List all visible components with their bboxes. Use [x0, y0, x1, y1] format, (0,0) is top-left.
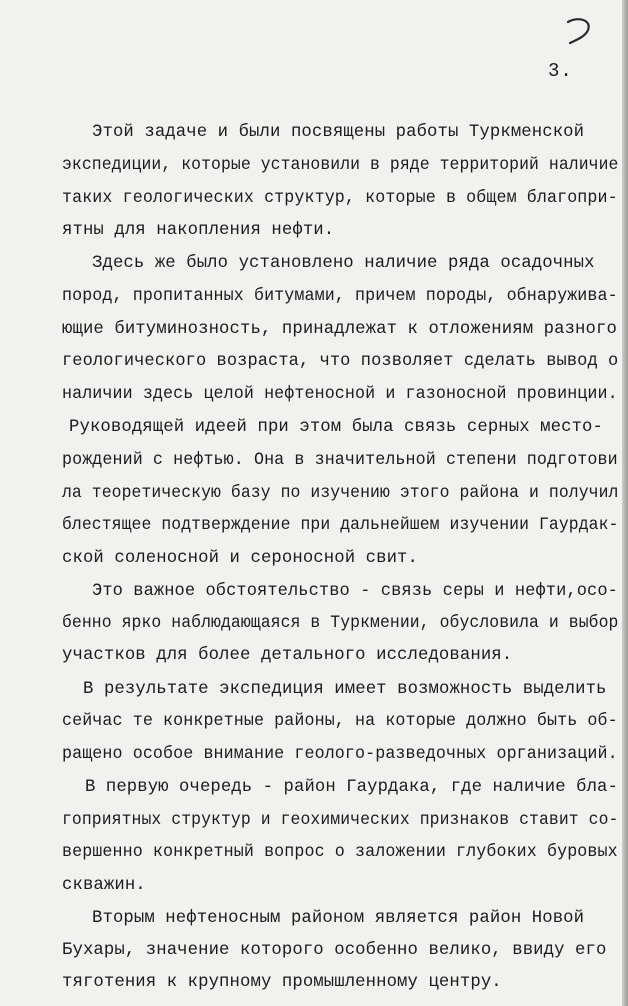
text-line: В первую очередь - район Гаурдака, где наличие бла- [85, 778, 618, 797]
text-line: скважин. [62, 876, 146, 895]
text-line: Здесь же было установлено наличие ряда осадочных [92, 254, 595, 273]
text-line: ющие битуминозность, принадлежат к отложениям разного [62, 320, 617, 339]
page-edge-shadow [622, 0, 628, 1006]
text-line: бенно ярко наблюдающаяся в Туркмении, обусловила и выбор [62, 614, 619, 633]
text-line: рождений с нефтью. Она в значительной степени подготови [62, 451, 618, 470]
text-line: экспедиции, которые установили в ряде территорий наличие [62, 156, 619, 175]
text-line: наличии здесь целой нефтеносной и газоносной провинции. [62, 385, 618, 404]
text-line: Бухары, значение которого особенно велико, ввиду его [62, 941, 607, 960]
text-line: Вторым нефтеносным районом является район Новой [92, 909, 585, 928]
page-number: 3. [548, 60, 573, 82]
text-line: сейчас те конкретные районы, на которые должно быть об- [62, 712, 618, 731]
text-line: участков для более детального исследования. [62, 646, 513, 665]
text-line: ятны для накопления нефти. [62, 221, 335, 240]
text-line: блестящее подтверждение при дальнейшем изучении Гаурдак- [62, 516, 619, 535]
text-line: таких геологических структур, которые в общем благопри- [62, 189, 618, 208]
text-line: вершенно конкретный вопрос о заложении глубоких буровых [62, 843, 618, 862]
text-line: ской соленосной и сероносной свит. [62, 549, 418, 568]
text-line: Руководящей идеей при этом была связь серных место- [69, 418, 603, 437]
text-line: геологического возраста, что позволяет сделать вывод о [62, 352, 619, 371]
text-line: Этой задаче и были посвящены работы Туркменской [92, 123, 585, 142]
text-line: пород, пропитанных битумами, причем породы, обнаружива- [62, 287, 618, 306]
text-line: Это важное обстоятельство - связь серы и нефти,осо- [92, 582, 618, 601]
text-line: В результате экспедиция имеет возможность выделить [83, 680, 607, 699]
text-line: ращено особое внимание геолого-разведочных организаций. [62, 745, 618, 764]
text-line: тяготения к крупному промышленному центру. [62, 973, 502, 992]
text-line: ла теоретическую базу по изучению этого района и получил [62, 484, 619, 503]
text-line: гоприятных структур и геохимических признаков ставит со- [62, 811, 619, 830]
